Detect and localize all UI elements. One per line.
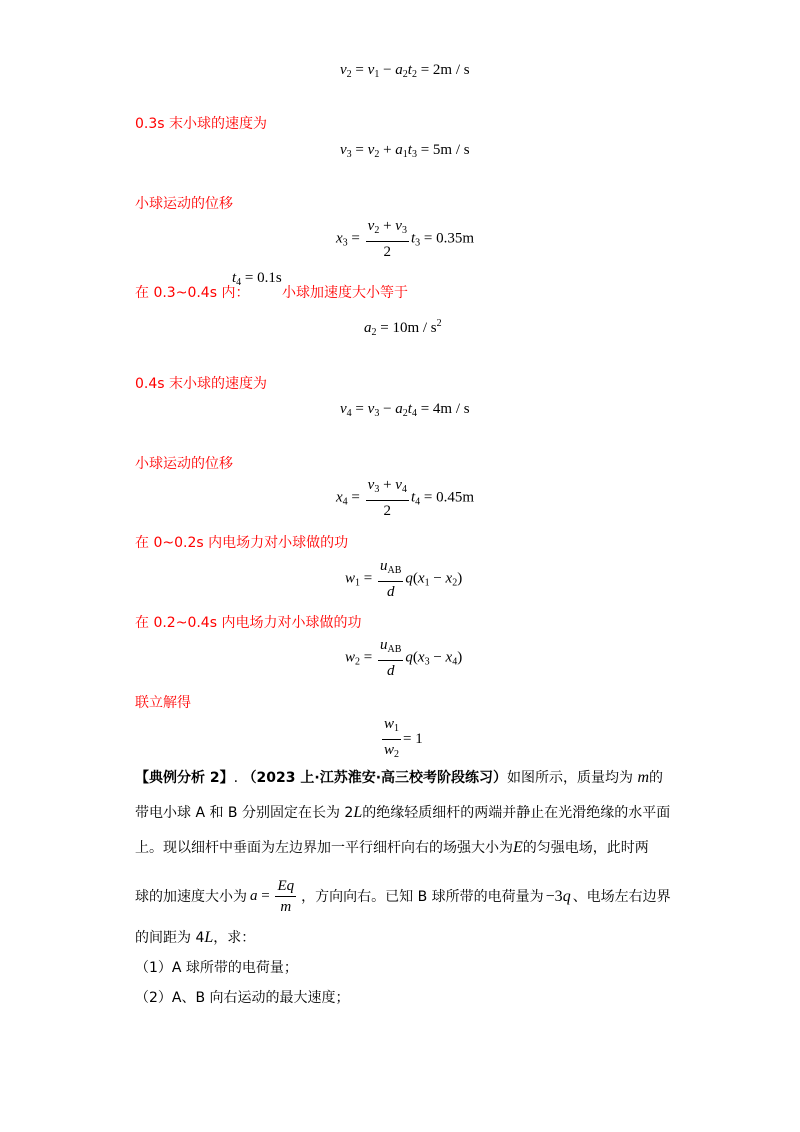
text-line-4: 0.4s 末小球的速度为 (135, 376, 268, 392)
problem-line-4: 球的加速度大小为 a = $\frac{Eq}{m}$ ，方向向右。已知 B 球所带的电荷量为 −3q 、电场左右边界 (135, 878, 671, 915)
text-line-7: 在 0.2~0.4s 内电场力对小球做的功 (135, 615, 362, 631)
equation-ratio: $\frac{w_1}{w_2}$ = 1 (384, 716, 423, 760)
problem-line-2: 带电小球 A 和 B 分别固定在长为 2L的绝缘轻质细杆的两端并静止在光滑绝缘的水平面 (135, 804, 671, 821)
text-line-5: 小球运动的位移 (135, 456, 233, 472)
equation-w2: $w_2$ = $\frac{u_{AB}}{d}$ $q(x_3 - x_4)$ (345, 637, 463, 679)
problem-tag: 【典例分析 2】 (135, 770, 234, 786)
question-2: （2）A、B 向右运动的最大速度； (135, 990, 350, 1006)
problem-line-3: 上。现以细杆中垂面为左边界加一平行细杆向右的场强大小为E的匀强电场，此时两 (135, 839, 649, 856)
equation-w1: $w_1$ = $\frac{u_{AB}}{d}$ $q(x_1 - x_2)$ (345, 558, 463, 600)
equation-t4: $t_4 = 0.1s$ (232, 270, 282, 288)
equation-v4: $v_4 = v_3 - a_2t_4 = 4m / s$ (340, 401, 470, 419)
text-line-1: 0.3s 末小球的速度为 (135, 116, 268, 132)
equation-x4: $x_4$ = $\frac{v_3 + v_4}{2}$ $t_4 = 0.45m$ (336, 477, 475, 519)
problem-source: （2023 上·江苏淮安·高三校考阶段练习） (242, 770, 508, 786)
problem-line-1: 【典例分析 2】. （2023 上·江苏淮安·高三校考阶段练习）如图所示，质量均为 m的 (135, 769, 664, 786)
problem-line-5: 的间距为 4L，求： (135, 929, 256, 946)
question-1: （1）A 球所带的电荷量； (135, 960, 298, 976)
equation-a2: $a_2 = 10m / s^2$ (364, 318, 442, 338)
text-line-3a: 在 0.3~0.4s 内： (135, 285, 250, 301)
equation-v2: $v_2 = v_1 - a_2t_2 = 2m / s$ (340, 62, 470, 80)
text-line-6: 在 0~0.2s 内电场力对小球做的功 (135, 535, 349, 551)
equation-x3: $x_3$ = $\frac{v_2 + v_3}{2}$ $t_3 = 0.35m$ (336, 218, 475, 260)
text-line-3b: 小球加速度大小等于 (282, 285, 408, 301)
text-line-8: 联立解得 (135, 695, 191, 711)
text-line-2: 小球运动的位移 (135, 196, 233, 212)
equation-v3: $v_3 = v_2 + a_1t_3 = 5m / s$ (340, 142, 470, 160)
